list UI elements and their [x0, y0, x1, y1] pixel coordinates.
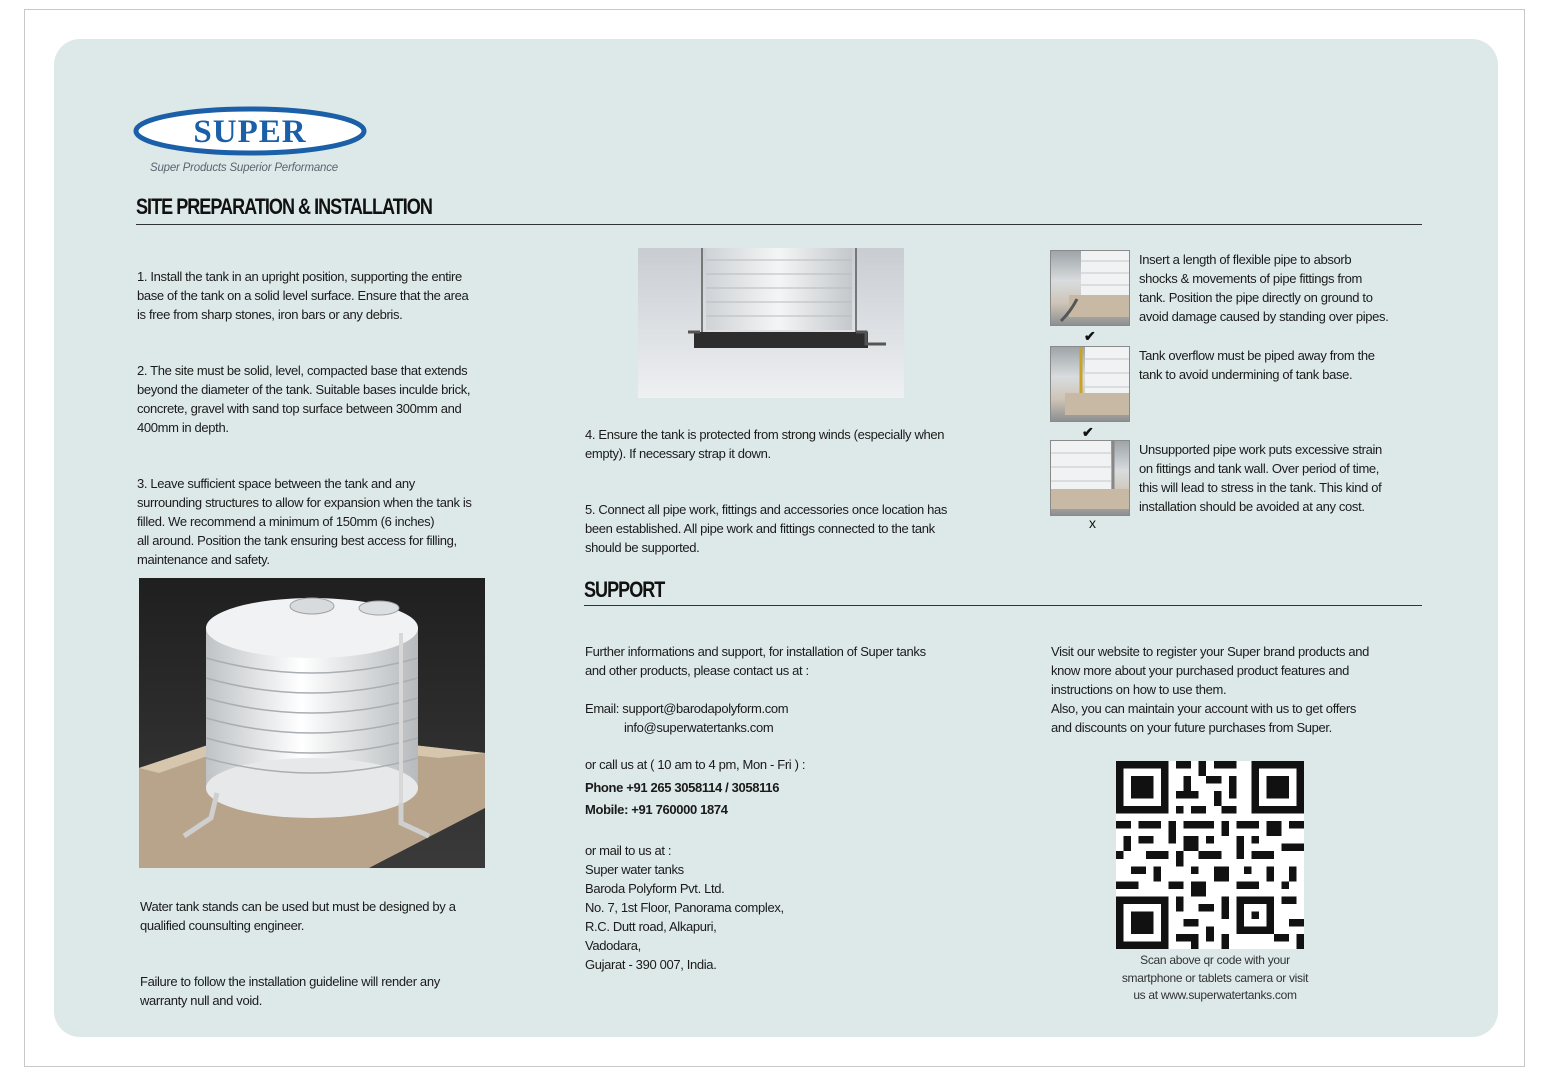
support-email-link[interactable]: support@barodapolyform.com — [622, 701, 789, 716]
site-preparation-title: SITE PREPARATION & INSTALLATION — [136, 194, 432, 219]
logo-text: SUPER — [193, 114, 307, 150]
tank-base-illustration — [638, 248, 904, 398]
site-title-rule — [136, 224, 1422, 225]
support-title: SUPPORT — [584, 577, 665, 602]
tip-3-image — [1050, 440, 1130, 516]
site-middle-column — [585, 406, 985, 594]
instruction-1: 1. Install the tank in an upright position, supporting the entire base of the tank on a solid level surface. Ensure that the area is free from sharp stones, iron bars or any debris. — [137, 269, 469, 322]
instruction-2: 2. The site must be solid, level, compacted base that extends beyond the diameter of the tank. Suitable bases inculde brick, concrete, gravel with sand top surface between 300mm and 400mm in depth. — [137, 363, 471, 435]
tip-2-text: Tank overflow must be piped away from the tank to avoid undermining of tank base. — [1139, 348, 1375, 382]
warranty-note: Failure to follow the installation guideline will render any warranty null and void. — [140, 974, 440, 1008]
brand-tagline: Super Products Superior Performance — [150, 162, 338, 174]
support-title-rule — [584, 605, 1422, 606]
email-label: Email: — [585, 701, 620, 716]
super-logo — [133, 106, 367, 156]
tip-2-check-icon: ✔ — [1082, 424, 1094, 440]
email-row — [585, 699, 788, 718]
tip-1-text: Insert a length of flexible pipe to absorb shocks & movements of pipe fittings from tank. Position the pipe directly on ground to avoid damage caused by standing over pipes. — [1139, 252, 1389, 324]
phone-line[interactable]: Phone +91 265 3058114 / 3058116 — [585, 780, 780, 795]
website-text: Visit our website to register your Super brand products and know more about your purchased product features and instructions on how to use them. Also, you can maintain your account with us to get offers and discounts on your future purchases from Super. — [1051, 644, 1370, 735]
site-left-column — [137, 248, 517, 606]
tip-3-cross-icon: x — [1089, 515, 1096, 531]
stand-note: Water tank stands can be used but must be designed by a qualified counsulting engineer. — [140, 899, 456, 933]
qr-code[interactable] — [1116, 761, 1304, 949]
postal-address: Super water tanks Baroda Polyform Pvt. Ltd. No. 7, 1st Floor, Panorama complex, R.C. Dutt road, Alkapuri, Vadodara, Gujarat - 390 007, India. — [585, 862, 784, 972]
instruction-4: 4. Ensure the tank is protected from strong winds (especially when empty). If necessary strap it down. — [585, 427, 945, 461]
call-hours: or call us at ( 10 am to 4 pm, Mon - Fri ) : — [585, 757, 806, 772]
tip-3-text: Unsupported pipe work puts excessive strain on fittings and tank wall. Over period of time, this will lead to stress in the tank. This kind of installation should be avoided at any cost. — [1139, 442, 1382, 514]
mail-intro: or mail to us at : — [585, 843, 672, 858]
instruction-5: 5. Connect all pipe work, fittings and accessories once location has been established. All pipe work and fittings connected to the tank should be supported. — [585, 502, 948, 555]
mobile-line[interactable]: Mobile: +91 760000 1874 — [585, 802, 728, 817]
support-intro: Further informations and support, for installation of Super tanks and other products, please contact us at : — [585, 644, 926, 678]
info-email-link[interactable]: info@superwatertanks.com — [624, 720, 774, 735]
tip-2-image — [1050, 346, 1130, 422]
tip-1-image — [1050, 250, 1130, 326]
water-tank-image — [139, 578, 485, 868]
qr-caption: Scan above qr code with your smartphone or tablets camera or visit us at www.superwatertanks.com — [1121, 953, 1309, 1002]
instruction-3: 3. Leave sufficient space between the tank and any surrounding structures to allow for expansion when the tank is filled. We recommend a minimum of 150mm (6 inches) all around. Position the tank ensuring best access for filling, maintenance and safety. — [137, 476, 472, 567]
stand-notes — [140, 878, 520, 1047]
tip-1-check-icon: ✔ — [1084, 328, 1096, 344]
